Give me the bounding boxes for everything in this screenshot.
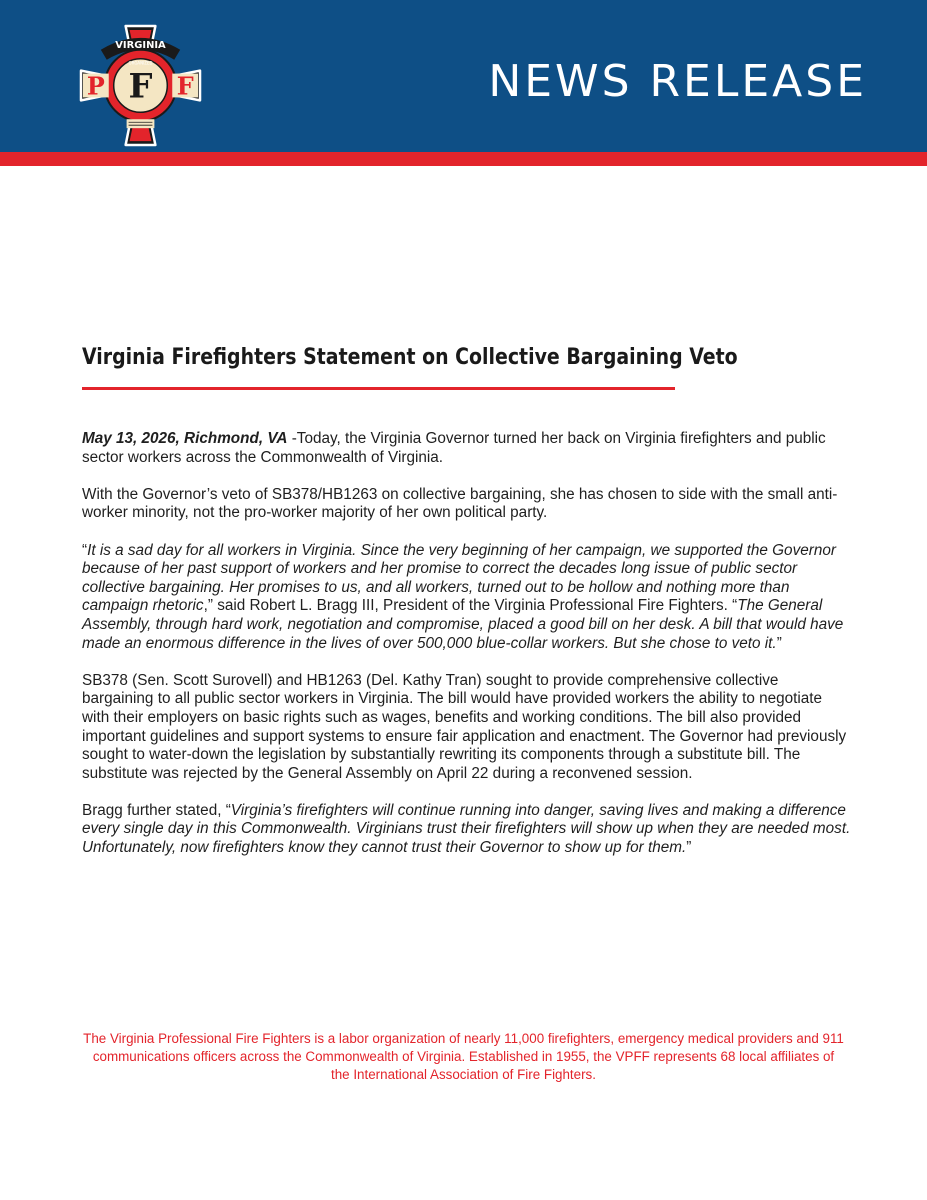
logo-letter-f-center: F — [128, 65, 153, 106]
headline-underline — [82, 387, 675, 390]
quote-bragg-1: It is a sad day for all workers in Virginia. Since the very beginning of her campaign, we supported the Governor because of her past support of workers and her promise to correct the decades long issue of public sector collective bargaining. Her promises to us, and all workers, turned out to be hollow and nothing more than campaign rhetoric — [82, 541, 836, 615]
dateline: May 13, 2026, Richmond, VA — [82, 430, 288, 447]
paragraph-1-text: -Today, the Virginia Governor turned her back on Virginia firefighters and public sector workers across the Commonwealth of Virginia. — [82, 430, 826, 466]
open-quote: “ — [82, 541, 88, 559]
paragraph-5-lead: Bragg further stated, “ — [82, 801, 231, 819]
logo-letter-f-right: F — [176, 72, 194, 101]
logo-letter-p: P — [86, 72, 105, 101]
paragraph-3 — [82, 542, 852, 654]
paragraph-1 — [82, 430, 852, 467]
organization-footer: The Virginia Professional Fire Fighters is a labor organization of nearly 11,000 firefighters, emergency medical providers and 911 communications officers across the Commonwealth of Virginia. Established in 1955, the VPFF represents 68 local affiliates of the International Association of Fire Fighters. — [83, 1031, 844, 1082]
quote-bragg-2: The General Assembly, through hard work, negotiation and compromise, placed a good bill on her desk. A bill that would have made an enormous difference in the lives of over 500,000 blue-collar workers. But she chose to veto it. — [82, 597, 844, 652]
headline: Virginia Firefighters Statement on Collective Bargaining Veto — [82, 345, 738, 370]
release-body — [82, 430, 852, 876]
header-banner — [0, 0, 927, 152]
close-quote-2: ” — [686, 839, 692, 857]
logo-small-text: ORGANIZED — [128, 60, 153, 66]
paragraph-2: With the Governor’s veto of SB378/HB1263 on collective bargaining, she has chosen to side with the small anti-worker minority, not the pro-worker majority of her own political party. — [82, 485, 838, 522]
vpff-logo — [77, 22, 204, 149]
attribution: ,” said Robert L. Bragg III, President of the Virginia Professional Fire Fighters. “ — [203, 597, 738, 615]
logo-top-text: VIRGINIA — [115, 39, 166, 51]
close-quote: ” — [776, 634, 782, 652]
news-release-title: NEWS RELEASE — [488, 56, 867, 107]
header-accent-stripe — [0, 152, 927, 166]
paragraph-5 — [82, 802, 852, 858]
paragraph-4: SB378 (Sen. Scott Surovell) and HB1263 (Del. Kathy Tran) sought to provide comprehensive collective bargaining to all public sector workers in Virginia. The bill would have provided workers the ability to negotiate with their employers on basic rights such as wages, benefits and working conditions. The bill also provided important guidelines and support systems to ensure fair application and enactment. The Governor had previously sought to water-down the legislation by substantially rewriting its components through a substitute bill. The substitute was rejected by the General Assembly on April 22 during a reconvened session. — [82, 671, 847, 782]
quote-bragg-3: Virginia’s firefighters will continue running into danger, saving lives and making a difference every single day in this Commonwealth. Virginians trust their firefighters will show up when they are needed most. Unfortunately, now firefighters know they cannot trust their Governor to show up for them. — [82, 801, 851, 857]
